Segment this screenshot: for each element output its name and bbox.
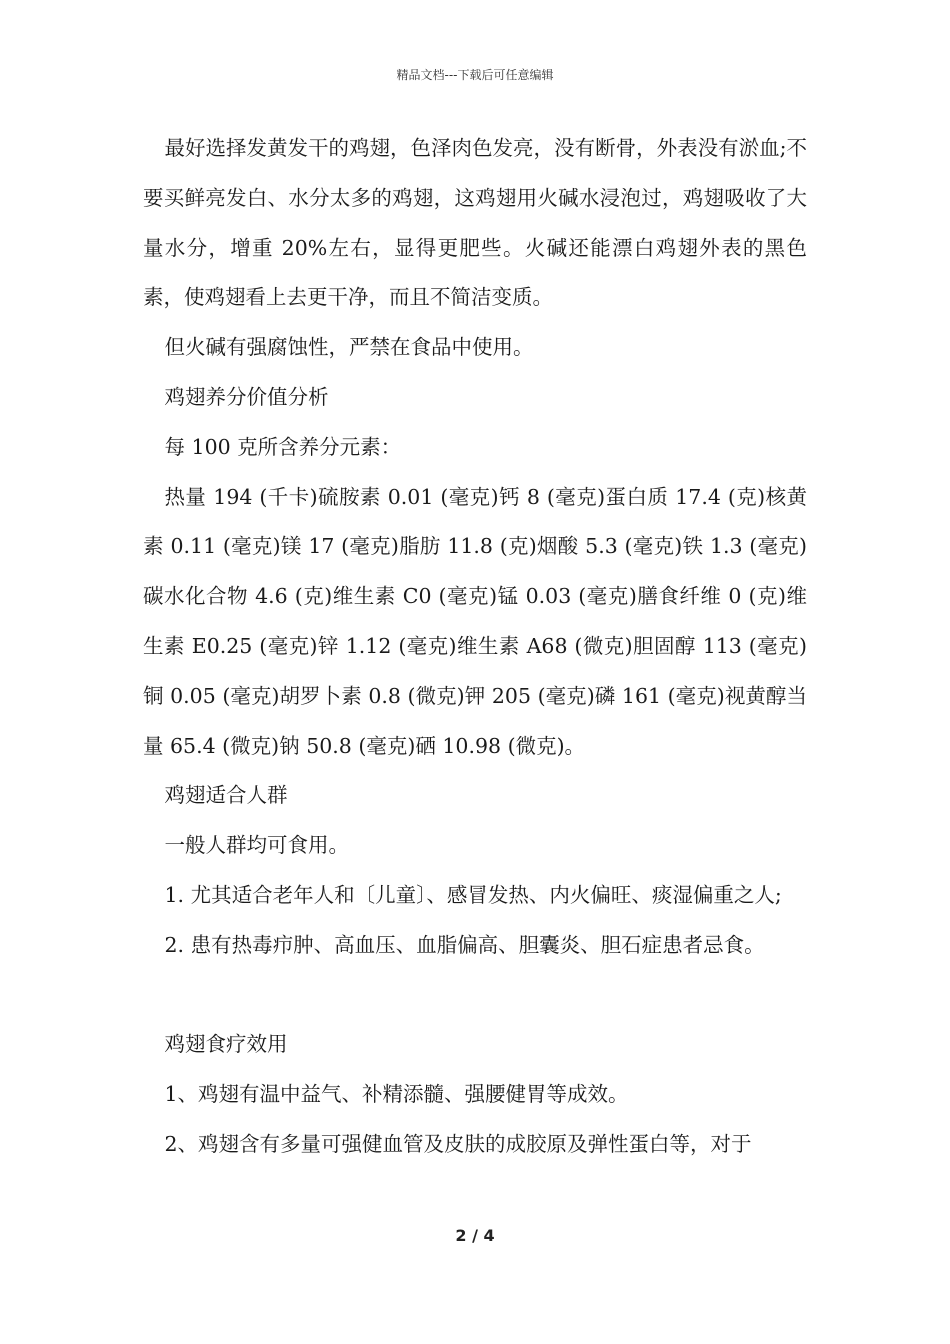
section-heading-suitable-groups: 鸡翅适合人群 <box>164 783 288 808</box>
list-item-effect-2: 2、鸡翅含有多量可强健血管及皮肤的成胶原及弹性蛋白等，对于 <box>164 1131 752 1156</box>
list-item-suitable-people: 1. 尤其适合老年人和〔儿童〕、感冒发热、内火偏旺、痰湿偏重之人; <box>164 882 782 907</box>
section-heading-nutrition-analysis: 鸡翅养分价值分析 <box>164 384 329 409</box>
section-heading-dietary-effects: 鸡翅食疗效用 <box>164 1032 288 1057</box>
paragraph-nutrient-list: 热量 194 (千卡)硫胺素 0.01 (毫克)钙 8 (毫克)蛋白质 17.4 (克)核黄素 0.11 (毫克)镁 17 (毫克)脂肪 11.8 (克)烟酸 5.3 (毫克)铁 1.3 (毫克)碳水化合物 4.6 (克)维生素 C0 (毫克)锰 0.03 (毫克)膳食纤维 0 (克)维生素 E0.25 (毫克)锌 1.12 (毫克)维生素 A68 (微克)胆固醇 113 (毫克)铜 0.05 (毫克)胡罗卜素 0.8 (微克)钾 205 (毫克)磷 161 (毫克)视黄醇当量 65.4 (微克)钠 50.8 (毫克)硒 10.98 (微克)。 <box>143 484 807 758</box>
paragraph-caustic-soda-warning: 但火碱有强腐蚀性，严禁在食品中使用。 <box>164 335 534 360</box>
page-number: 2 / 4 <box>455 1226 495 1245</box>
paragraph-general-population: 一般人群均可食用。 <box>164 833 350 858</box>
list-item-contraindications: 2. 患有热毒疖肿、高血压、血脂偏高、胆囊炎、胆石症患者忌食。 <box>164 932 765 957</box>
page-header: 精品文档---下载后可任意编辑 <box>396 68 554 82</box>
paragraph-nutrients-per-100g: 每 100 克所含养分元素： <box>164 434 402 459</box>
paragraph-chicken-wing-selection: 最好选择发黄发干的鸡翅，色泽肉色发亮，没有断骨，外表没有淤血;不要买鲜亮发白、水分太多的鸡翅，这鸡翅用火碱水浸泡过，鸡翅吸收了大量水分，增重 20%左右，显得更肥些。火碱还能漂白鸡翅外表的黑色素，使鸡翅看上去更干净，而且不简洁变质。 <box>143 136 807 310</box>
list-item-effect-1: 1、鸡翅有温中益气、补精添髓、强腰健胃等成效。 <box>164 1082 629 1107</box>
blank-line <box>143 971 807 1021</box>
document-body <box>143 124 807 1170</box>
